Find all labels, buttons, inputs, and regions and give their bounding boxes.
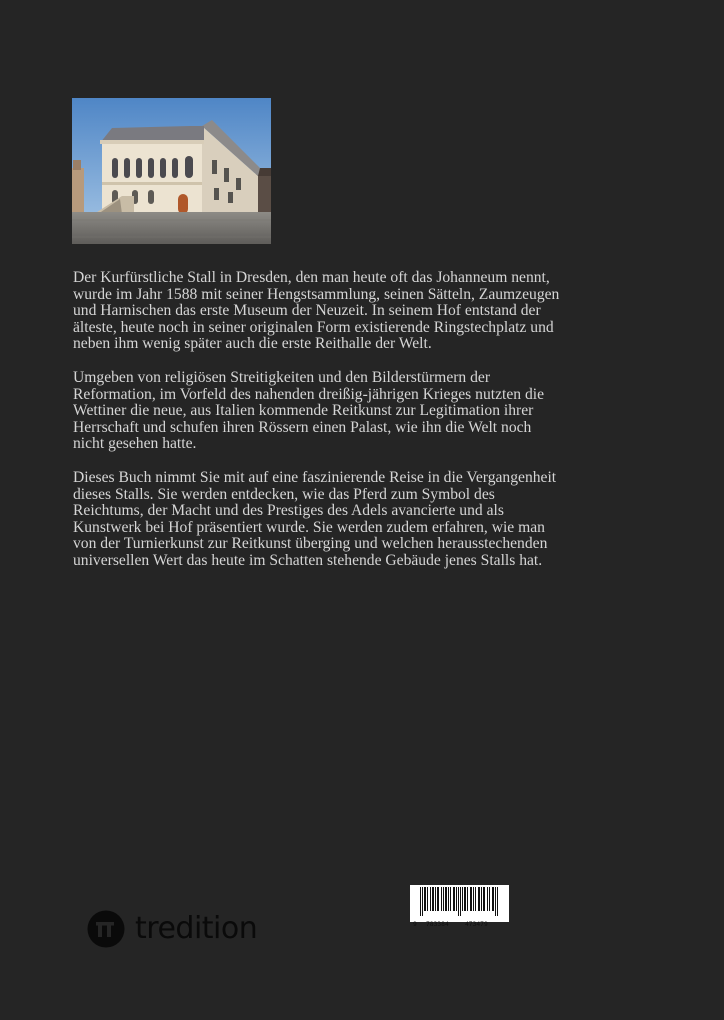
- back-cover-blurb: [73, 270, 658, 587]
- blurb-line: universellen Wert das heute im Schatten stehende Gebäude jenes Stalls hat.: [73, 551, 543, 569]
- blurb-line: Umgeben von religiösen Streitigkeiten und den Bilderstürmern der: [73, 368, 491, 386]
- blurb-line: Reformation, im Vorfeld des nahenden dreißig-jährigen Krieges nutzten die: [73, 385, 544, 403]
- blurb-line: älteste, heute noch in seiner originalen Form existierende Ringstechplatz und: [73, 318, 554, 336]
- blurb-line: Dieses Buch nimmt Sie mit auf eine faszinierende Reise in die Vergangenheit: [73, 468, 557, 486]
- barcode-digit-group: 9: [413, 921, 417, 928]
- barcode-digit-group: 783384: [426, 921, 449, 928]
- blurb-line: und Harnischen das erste Museum der Neuzeit. In seinem Hof entstand der: [73, 302, 541, 320]
- publisher-name: tredition: [135, 911, 258, 946]
- blurb-line: Der Kurfürstliche Stall in Dresden, den man heute oft das Johanneum nennt,: [73, 269, 550, 286]
- blurb-line: Wettiner die neue, aus Italien kommende Reitkunst zur Legitimation ihrer: [73, 402, 534, 420]
- blurb-line: Herrschaft und schufen ihren Rössern einen Palast, wie ihn die Welt noch: [73, 418, 532, 436]
- publisher-logo: [87, 909, 257, 949]
- blurb-paragraph-3: [73, 470, 658, 570]
- cover-photo: [72, 98, 271, 244]
- blurb-line: dieses Stalls. Sie werden entdecken, wie das Pferd zum Symbol des: [73, 485, 495, 503]
- blurb-line: von der Turnierkunst zur Reitkunst überging und welchen herausstechenden: [73, 535, 548, 553]
- building-photo: [72, 98, 271, 244]
- barcode-bars: [410, 885, 509, 922]
- barcode-digit-group: 473479: [465, 921, 488, 928]
- blurb-line: Reichtums, der Macht und des Prestiges des Adels avancierte und als: [73, 502, 504, 520]
- blurb-paragraph-2: [73, 370, 658, 453]
- isbn-barcode: [410, 885, 509, 928]
- blurb-line: Kunstwerk bei Hof präsentiert wurde. Sie werden zudem erfahren, wie man: [73, 518, 545, 536]
- blurb-line: wurde im Jahr 1588 mit seiner Hengstsammlung, seinen Sätteln, Zaumzeugen: [73, 285, 560, 303]
- blurb-line: neben ihm wenig später auch die erste Reithalle der Welt.: [73, 335, 432, 353]
- tredition-logo-icon: [87, 910, 125, 948]
- blurb-line: nicht gesehen hatte.: [73, 435, 197, 453]
- blurb-paragraph-1: [73, 270, 658, 353]
